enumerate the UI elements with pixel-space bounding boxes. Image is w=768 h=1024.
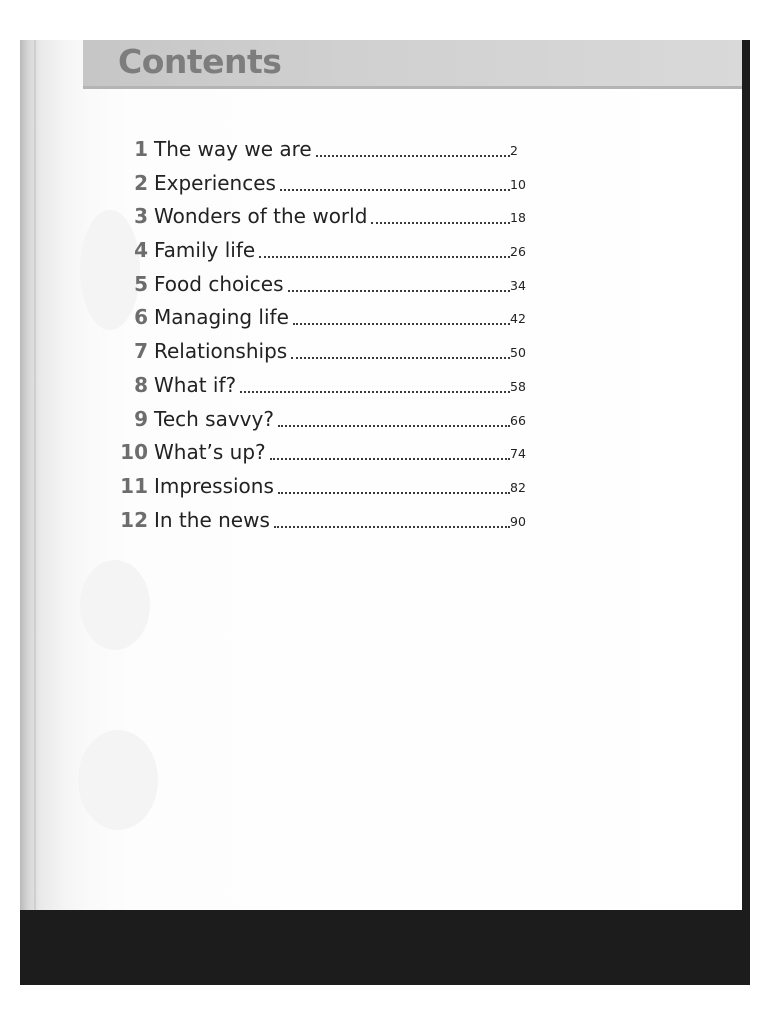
dot-leader — [278, 405, 510, 427]
page-number: 74 — [510, 446, 526, 462]
dot-leader — [240, 371, 510, 393]
toc-entry — [116, 236, 526, 270]
dot-leader — [293, 303, 510, 325]
unit-title: Food choices — [154, 271, 284, 296]
unit-title: Impressions — [154, 473, 274, 498]
page-number: 82 — [510, 479, 526, 495]
unit-number: 10 — [120, 440, 148, 465]
unit-number: 2 — [134, 170, 148, 195]
unit-title: In the news — [154, 507, 270, 532]
dot-leader — [316, 135, 510, 157]
page-number: 26 — [510, 244, 526, 260]
unit-number: 7 — [134, 339, 148, 364]
unit-title: What’s up? — [154, 440, 266, 465]
unit-number: 12 — [120, 507, 148, 532]
toc-entry — [116, 303, 526, 337]
unit-title: Relationships — [154, 339, 288, 364]
unit-title: Tech savvy? — [154, 406, 274, 431]
page-number: 50 — [510, 345, 526, 361]
unit-number: 8 — [134, 372, 148, 397]
dot-leader — [270, 438, 510, 460]
page-number: 58 — [510, 378, 526, 394]
page-number: 66 — [510, 412, 526, 428]
dot-leader — [280, 169, 510, 191]
dot-leader — [288, 270, 510, 292]
toc-entry — [116, 270, 526, 304]
unit-title: Family life — [154, 238, 256, 263]
show-through-mark — [78, 730, 158, 830]
dot-leader — [278, 472, 510, 494]
page-number: 42 — [510, 311, 526, 327]
unit-number: 4 — [134, 238, 148, 263]
book-page — [20, 40, 742, 910]
toc-entry — [116, 506, 526, 540]
toc-entry — [116, 202, 526, 236]
toc-entry — [116, 135, 516, 169]
toc-entry — [116, 371, 526, 405]
page-title: Contents — [118, 42, 282, 81]
page-number: 2 — [510, 143, 518, 158]
toc-entry — [116, 438, 526, 472]
table-of-contents — [116, 135, 526, 539]
unit-number: 6 — [134, 305, 148, 330]
dot-leader — [291, 337, 510, 359]
page-number: 34 — [510, 277, 526, 293]
toc-entry — [116, 337, 526, 371]
unit-number: 1 — [134, 137, 148, 161]
show-through-mark — [80, 560, 150, 650]
unit-number: 3 — [134, 204, 148, 229]
unit-number: 11 — [120, 473, 148, 498]
toc-entry — [116, 472, 526, 506]
page-number: 18 — [510, 210, 526, 226]
toc-entry — [116, 405, 526, 439]
unit-title: The way we are — [154, 137, 312, 161]
dot-leader — [259, 236, 510, 258]
unit-title: What if? — [154, 372, 237, 397]
page-gutter — [34, 40, 36, 910]
unit-title: Managing life — [154, 305, 289, 330]
page-number: 90 — [510, 513, 526, 529]
page-number: 10 — [510, 176, 526, 192]
dot-leader — [274, 506, 510, 528]
dot-leader — [371, 202, 510, 224]
unit-number: 5 — [134, 271, 148, 296]
toc-entry — [116, 169, 526, 203]
unit-number: 9 — [134, 406, 148, 431]
unit-title: Wonders of the world — [154, 204, 368, 229]
unit-title: Experiences — [154, 170, 276, 195]
